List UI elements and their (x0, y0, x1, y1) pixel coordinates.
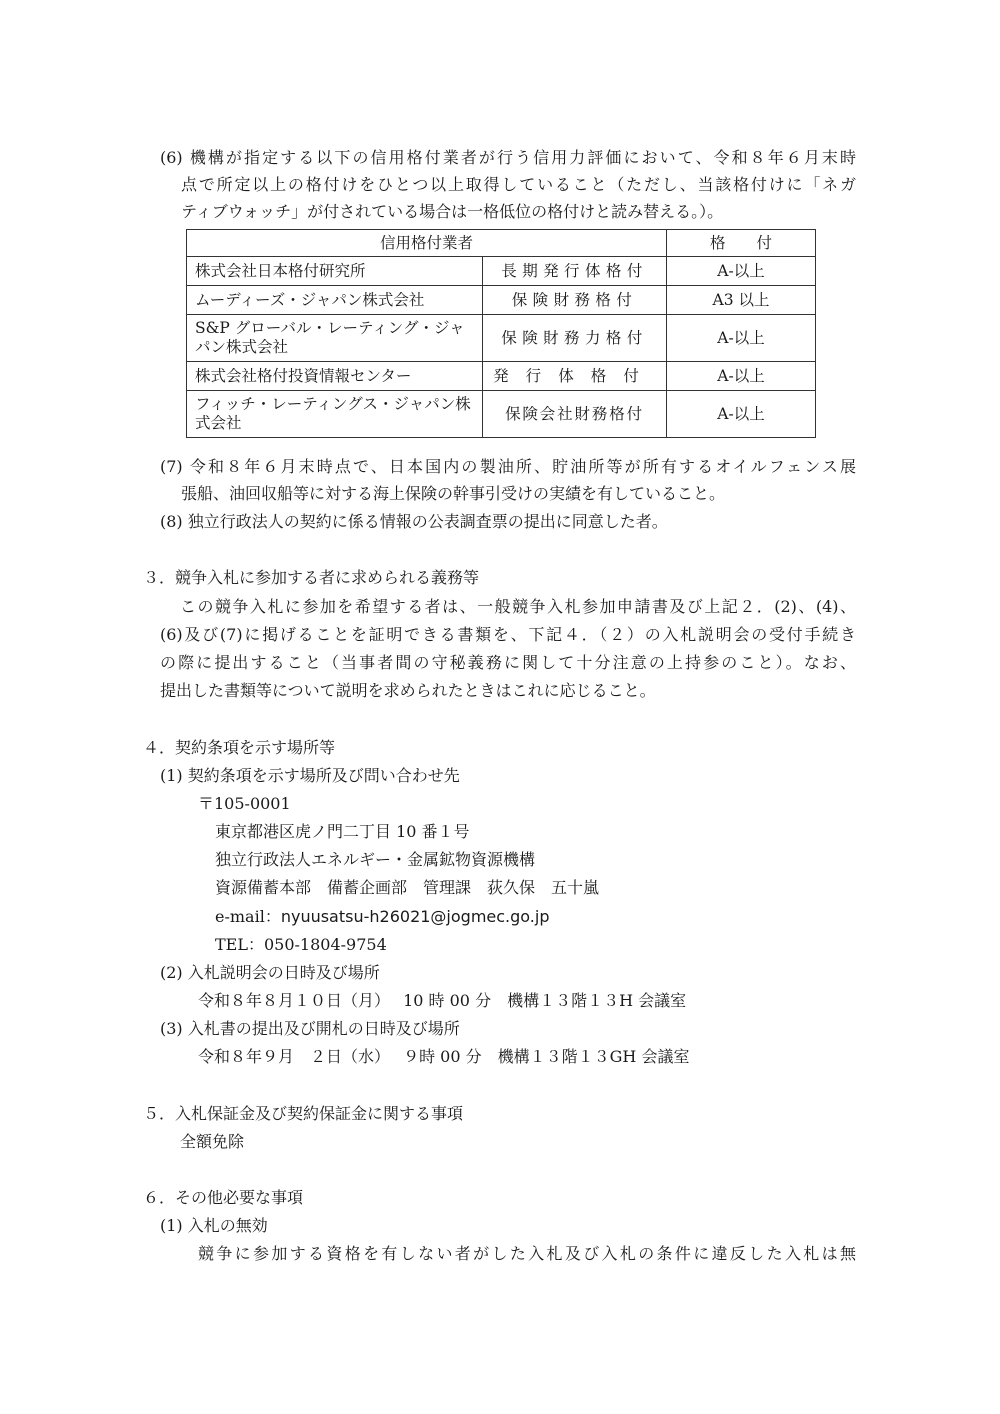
section5-body: 全額免除 (180, 1132, 245, 1151)
rating-type: 発行体格付 (483, 362, 667, 391)
rating-type: 保険財務力格付 (483, 315, 667, 362)
agency-name: ムーディーズ・ジャパン株式会社 (187, 286, 483, 315)
agency-name: 株式会社日本格付研究所 (187, 257, 483, 286)
section4-sub3: (3) 入札書の提出及び開札の日時及び場所 (160, 1019, 460, 1038)
rating-type: 長期発行体格付 (483, 257, 667, 286)
table-row (187, 391, 816, 438)
table-row (187, 286, 816, 315)
item7-line-1: (7) 令和８年６月末時点で、日本国内の製油所、貯油所等が所有するオイルフェンス展 (160, 457, 856, 476)
rating-value: A-以上 (667, 362, 816, 391)
section3-body-line-1: この競争入札に参加を希望する者は、一般競争入札参加申請書及び上記２．(2)、(4)、 (180, 597, 856, 616)
organization: 独立行政法人エネルギー・金属鉱物資源機構 (215, 850, 536, 869)
agency-name: フィッチ・レーティングス・ジャパン株式会社 (187, 391, 483, 438)
table-row (187, 257, 816, 286)
section4-sub1: (1) 契約条項を示す場所及び問い合わせ先 (160, 766, 460, 785)
rating-value: A-以上 (667, 315, 816, 362)
section3-body-line-4: 提出した書類等について説明を求められたときはこれに応じること。 (160, 681, 656, 700)
email-label: e-mail： (215, 907, 281, 926)
section4-heading: ４．契約条項を示す場所等 (143, 738, 336, 757)
item6-line-1: (6) 機構が指定する以下の信用格付業者が行う信用力評価において、令和８年６月末時 (160, 148, 856, 167)
table-row (187, 315, 816, 362)
rating-value: A-以上 (667, 391, 816, 438)
section3-body-line-3: の際に提出すること（当事者間の守秘義務に関して十分注意の上持参のこと）。なお、 (160, 653, 856, 672)
table-header-row (187, 230, 816, 257)
section5-heading: ５．入札保証金及び契約保証金に関する事項 (143, 1104, 464, 1123)
postal-code: 〒105-0001 (198, 794, 291, 813)
item7-line-2: 張船、油回収船等に対する海上保険の幹事引受けの実績を有していること。 (181, 484, 726, 503)
address: 東京都港区虎ノ門二丁目 10 番１号 (215, 822, 470, 841)
email-address[interactable]: nyuusatsu-h26021@jogmec.go.jp (280, 907, 550, 926)
section3-heading: ３．競争入札に参加する者に求められる義務等 (143, 568, 480, 587)
item6-line-3: ティブウォッチ」が付されている場合は一格低位の格付けと読み替える。）。 (181, 202, 724, 221)
briefing-datetime: 令和８年８月１０日（月） 10 時 00 分 機構１３階１３H 会議室 (198, 991, 687, 1010)
section6-heading: ６．その他必要な事項 (143, 1188, 304, 1207)
department-contacts: 資源備蓄本部 備蓄企画部 管理課 荻久保 五十嵐 (215, 878, 600, 897)
rating-type: 保険会社財務格付 (483, 391, 667, 438)
agency-name: 株式会社格付投資情報センター (187, 362, 483, 391)
section3-body-line-2: (6)及び(7)に掲げることを証明できる書類を、下記４．（２）の入札説明会の受付手続き (160, 625, 856, 644)
header-rating: 格 付 (667, 230, 816, 257)
section6-sub1-body: 競争に参加する資格を有しない者がした入札及び入札の条件に違反した入札は無 (198, 1244, 856, 1263)
agency-name: S&P グローバル・レーティング・ジャパン株式会社 (187, 315, 483, 362)
section4-sub2: (2) 入札説明会の日時及び場所 (160, 963, 380, 982)
bid-opening-datetime: 令和８年９月 ２日（水） ９時 00 分 機構１３階１３GH 会議室 (198, 1047, 690, 1066)
item6-line-2: 点で所定以上の格付けをひとつ以上取得していること（ただし、当該格付けに「ネガ (181, 175, 856, 194)
section6-sub1: (1) 入札の無効 (160, 1216, 268, 1235)
rating-agency-table (186, 229, 816, 438)
table-row (187, 362, 816, 391)
rating-value: A3 以上 (667, 286, 816, 315)
item8: (8) 独立行政法人の契約に係る情報の公表調査票の提出に同意した者。 (160, 512, 668, 531)
rating-value: A-以上 (667, 257, 816, 286)
email-line (215, 906, 549, 928)
telephone: TEL：050-1804-9754 (215, 935, 387, 954)
rating-type: 保険財務格付 (483, 286, 667, 315)
header-agency: 信用格付業者 (187, 230, 667, 257)
